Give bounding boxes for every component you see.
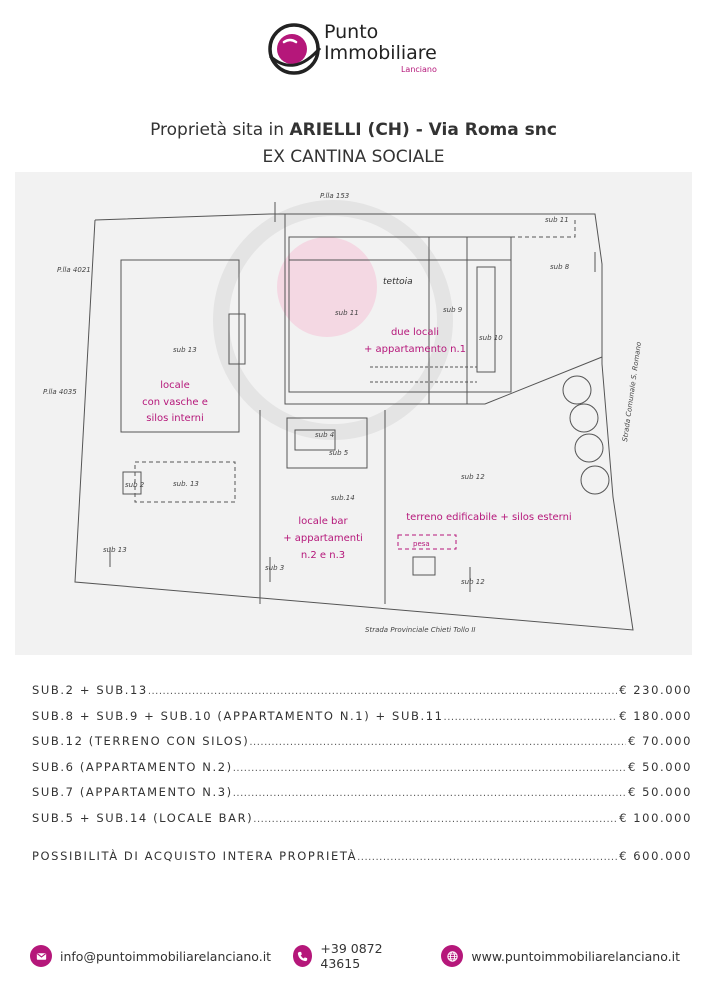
price-value: € 230.000 [619, 683, 692, 697]
price-row [32, 760, 692, 786]
label-sub12b: sub 12 [461, 578, 485, 586]
email-text[interactable]: info@puntoimmobiliarelanciano.it [60, 948, 272, 964]
page-title [0, 120, 707, 140]
price-row [32, 709, 692, 735]
label-p4035: P.lla 4035 [43, 388, 77, 396]
price-value: € 50.000 [627, 759, 692, 774]
label-sub9: sub 9 [443, 306, 463, 314]
logo-text [324, 22, 437, 74]
total-value: € 600.000 [619, 849, 692, 863]
label-sub12a: sub 12 [461, 473, 485, 481]
site-plan [15, 172, 692, 655]
label-p4021: P.lla 4021 [57, 266, 91, 274]
zone-b-line3: silos interni [146, 413, 204, 424]
label-sub14: sub.14 [331, 494, 355, 502]
total-label: POSSIBILITÀ DI ACQUISTO INTERA PROPRIETÀ [32, 849, 358, 863]
logo-line2: Immobiliare [324, 42, 437, 64]
logo-line1: Punto [324, 21, 379, 43]
website-contact[interactable] [441, 945, 680, 967]
price-label: SUB.12 (TERRENO CON SILOS) [32, 734, 250, 748]
label-sub3: sub 3 [265, 564, 285, 572]
phone-icon [293, 945, 312, 967]
phone-text[interactable]: +39 0872 43615 [320, 941, 383, 971]
label-tettoia: tettoia [383, 277, 413, 287]
contact-footer [30, 941, 680, 971]
label-sub4: sub 4 [315, 431, 335, 439]
label-sub11a: sub 11 [545, 216, 569, 224]
label-sub13a: sub 13 [173, 346, 197, 354]
label-sub13c: sub 13 [103, 546, 127, 554]
phone-contact[interactable] [293, 941, 413, 971]
title-prefix: Proprietà sita in [150, 120, 290, 140]
zone-b-line1: locale [160, 380, 190, 391]
watermark-dot [277, 237, 377, 337]
price-row [32, 785, 692, 811]
price-row [32, 683, 692, 709]
zone-a-line2: + appartamento n.1 [364, 344, 466, 355]
leader-dots [253, 814, 617, 825]
leader-dots [233, 788, 626, 799]
price-label: SUB.7 (APPARTAMENTO N.3) [32, 785, 233, 799]
globe-icon [441, 945, 463, 967]
zone-c-line3: n.2 e n.3 [300, 550, 346, 561]
price-row [32, 734, 692, 760]
leader-dots [249, 737, 626, 748]
label-road-right: Strada Comunale S. Romano [621, 341, 644, 443]
zone-d-line1: terreno edificabile + silos esterni [406, 512, 572, 523]
price-label: SUB.6 (APPARTAMENTO N.2) [32, 759, 233, 774]
zone-b-line2: con vasche e [142, 397, 208, 408]
price-value: € 100.000 [619, 810, 692, 825]
email-contact[interactable] [30, 945, 271, 967]
website-text[interactable]: www.puntoimmobiliarelanciano.it [471, 948, 680, 964]
leader-dots [357, 852, 617, 863]
page-subtitle: EX CANTINA SOCIALE [262, 147, 445, 167]
label-sub11b: sub 11 [335, 309, 359, 317]
leader-dots [148, 686, 617, 697]
label-sub10: sub 10 [479, 334, 503, 342]
zone-a-line1: due locali [390, 327, 440, 338]
zone-c-line2: + appartamenti [283, 533, 363, 544]
label-sub2: sub 2 [125, 481, 145, 489]
label-pesa: pesa [413, 540, 430, 548]
label-sub5: sub 5 [329, 449, 349, 457]
zone-c-line1: locale bar [298, 516, 348, 527]
leader-dots [233, 763, 626, 774]
title-location: ARIELLI (CH) - Via Roma snc [289, 120, 557, 140]
label-sub8: sub 8 [550, 263, 570, 271]
leader-dots [444, 712, 618, 723]
label-p153: P.lla 153 [320, 192, 350, 200]
mail-icon [30, 945, 52, 967]
price-value: € 50.000 [627, 785, 692, 799]
price-value: € 70.000 [627, 734, 692, 748]
label-road-bottom: Strada Provinciale Chieti Tollo II [365, 626, 476, 634]
total-row [32, 849, 692, 875]
price-label: SUB.8 + SUB.9 + SUB.10 (APPARTAMENTO N.1) + SUB.11 [32, 708, 444, 723]
price-value: € 180.000 [619, 708, 692, 723]
price-list [32, 683, 692, 875]
logo-line3: Lanciano [400, 65, 437, 74]
price-label: SUB.2 + SUB.13 [32, 683, 148, 697]
label-sub13b: sub. 13 [173, 480, 199, 488]
price-row [32, 811, 692, 837]
price-label: SUB.5 + SUB.14 (LOCALE BAR) [32, 810, 254, 825]
